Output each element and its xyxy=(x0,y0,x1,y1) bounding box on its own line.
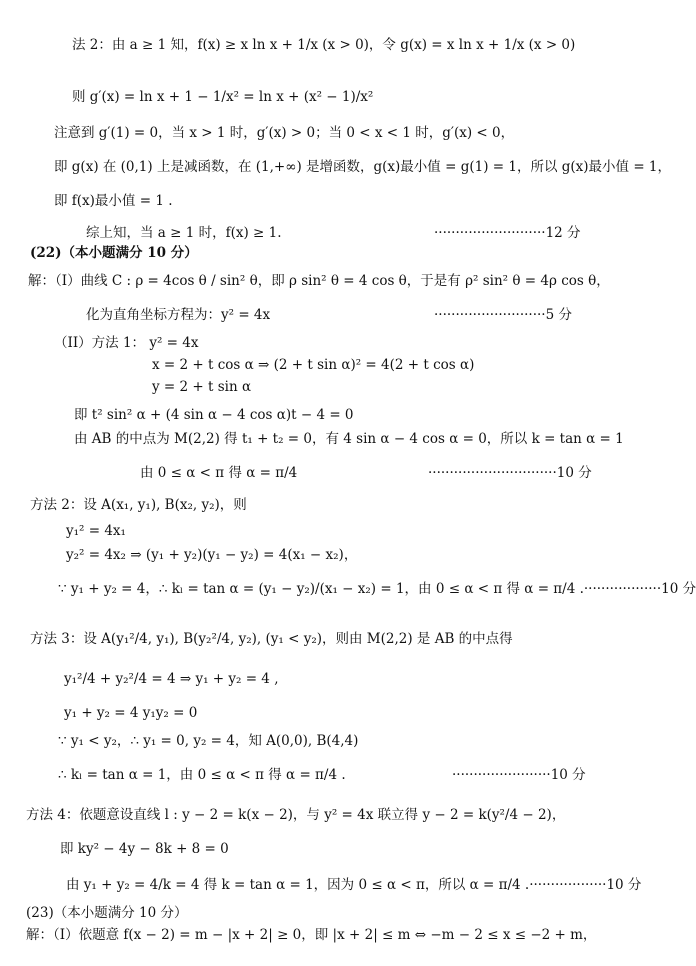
text-line-fa2-line3: 注意到 g′(1) = 0，当 x > 1 时，g′(x) > 0；当 0 < x < 1 时，g′(x) < 0， xyxy=(54,125,515,141)
text-line-q22-line1: 解：（I）曲线 C : ρ = 4cos θ / sin² θ，即 ρ sin² θ = 4 cos θ，于是有 ρ² sin² θ = 4ρ cos θ， xyxy=(28,273,610,289)
text-line-m3-2: y₁²/4 + y₂²/4 = 4 ⇒ y₁ + y₂ = 4 , xyxy=(64,671,279,687)
text-line-q22-II-6: 由 0 ≤ α < π 得 α = π/4 xyxy=(140,465,298,481)
text-line-q22-title: (22)（本小题满分 10 分） xyxy=(30,245,198,261)
text-line-q23-title: (23)（本小题满分 10 分） xyxy=(26,905,188,921)
text-line-m4-1: 方法 4：依题意设直线 l : y − 2 = k(x − 2)，与 y² = 4x 联立得 y − 2 = k(y²/4 − 2)， xyxy=(26,807,566,823)
text-line-fa2-line4: 即 g(x) 在 (0,1) 上是减函数，在 (1,+∞) 是增函数，g(x)最小值 = g(1) = 1，所以 g(x)最小值 = 1， xyxy=(54,159,672,175)
text-line-q22-II-2: x = 2 + t cos α ⇒ (2 + t sin α)² = 4(2 + t cos α) xyxy=(152,357,475,373)
text-line-m3-3: y₁ + y₂ = 4 y₁y₂ = 0 xyxy=(64,705,198,721)
text-line-m2-2: y₁² = 4x₁ xyxy=(66,523,126,539)
text-line-q22-line2: 化为直角坐标方程为：y² = 4x xyxy=(86,307,271,323)
text-line-score-5a: ··························5 分 xyxy=(434,307,572,323)
text-line-q22-II-5: 由 AB 的中点为 M(2,2) 得 t₁ + t₂ = 0，有 4 sin α − 4 cos α = 0，所以 k = tan α = 1 xyxy=(74,431,624,447)
text-line-m4-3: 由 y₁ + y₂ = 4/k = 4 得 k = tan α = 1，因为 0 ≤ α < π，所以 α = π/4 .··················10 分 xyxy=(66,877,642,893)
text-line-m2-3: y₂² = 4x₂ ⇒ (y₁ + y₂)(y₁ − y₂) = 4(x₁ − x₂)， xyxy=(66,547,358,563)
text-line-fa2-line5: 即 f(x)最小值 = 1 . xyxy=(54,193,173,209)
text-line-m3-5: ∴ kₗ = tan α = 1，由 0 ≤ α < π 得 α = π/4 . xyxy=(58,767,346,783)
text-line-m2-1: 方法 2：设 A(x₁, y₁), B(x₂, y₂)，则 xyxy=(30,497,247,513)
text-line-q23-line1: 解：（I）依题意 f(x − 2) = m − |x + 2| ≥ 0，即 |x + 2| ≤ m ⇔ −m − 2 ≤ x ≤ −2 + m， xyxy=(26,927,597,943)
text-line-q22-II-4: 即 t² sin² α + (4 sin α − 4 cos α)t − 4 = 0 xyxy=(74,407,354,423)
text-line-conclusion: 综上知，当 a ≥ 1 时，f(x) ≥ 1. xyxy=(86,225,282,241)
text-line-m3-1: 方法 3：设 A(y₁²/4, y₁), B(y₂²/4, y₂), (y₁ < y₂)，则由 M(2,2) 是 AB 的中点得 xyxy=(30,631,513,647)
text-line-score-10b: ·······················10 分 xyxy=(452,767,586,783)
text-line-score-12: ··························12 分 xyxy=(434,225,581,241)
text-line-m4-2: 即 ky² − 4y − 8k + 8 = 0 xyxy=(60,841,229,857)
text-line-m3-4: ∵ y₁ < y₂，∴ y₁ = 0, y₂ = 4，知 A(0,0), B(4,4) xyxy=(58,733,359,749)
text-line-q22-II-3: y = 2 + t sin α xyxy=(152,379,252,395)
text-line-m2-4: ∵ y₁ + y₂ = 4，∴ kₗ = tan α = (y₁ − y₂)/(x₁ − x₂) = 1，由 0 ≤ α < π 得 α = π/4 .··················10 分 xyxy=(58,581,696,597)
text-line-score-10a: ······························10 分 xyxy=(428,465,592,481)
text-line-q22-II-1: （II）方法 1： y² = 4x xyxy=(54,335,199,351)
text-line-fa2-line2: 则 g′(x) = ln x + 1 − 1/x² = ln x + (x² − 1)/x² xyxy=(72,89,374,105)
text-line-fa2-line1: 法 2：由 a ≥ 1 知，f(x) ≥ x ln x + 1/x (x > 0)，令 g(x) = x ln x + 1/x (x > 0) xyxy=(72,37,576,53)
